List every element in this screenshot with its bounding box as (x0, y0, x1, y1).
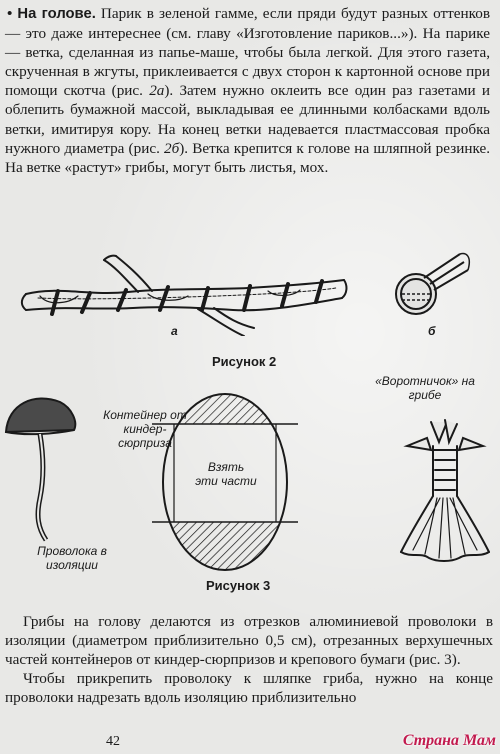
page-number: 42 (106, 734, 120, 749)
figure-3-caption: Рисунок 3 (206, 578, 271, 593)
paragraph-on-head (5, 4, 490, 177)
figure-ref-2a: 2а (149, 82, 165, 100)
bullet: • (7, 5, 13, 22)
container-label: Контейнер от киндер-сюрприза (103, 408, 187, 450)
watermark: Страна Мам (402, 732, 496, 749)
paragraph-lead: На голове. (17, 6, 96, 22)
figures-area (0, 230, 500, 610)
collar-label: «Воротничок» на грибе (375, 374, 475, 402)
take-parts-label: Взять эти части (195, 460, 257, 488)
paragraph-text-3: ). Ветка крепится к голове на шляпной резинке. На ветке «растут» грибы, могут быть листья, мох. (5, 139, 490, 176)
paragraph-attach: Чтобы прикрепить проволоку к шляпке гриба, нужно на конце проволоки надрезать вдоль изоляцию приблизительно (5, 670, 493, 707)
figure-2a-label: а (171, 324, 178, 338)
paragraph-text-1: Парик в зеленой гамме, если пряди будут разных оттенков — это даже интереснее (см. главу «Изготовление париков...»). На парике — ветка, сделанная из папье-маше, чтобы была легкой. Для этого газета, скрученная в жгуты, приклеивается с двух сторон к картонной основе при помощи скотча (рис. (5, 5, 490, 100)
figure-ref-2b: 2б (164, 139, 180, 157)
mushroom-illustration (0, 388, 80, 558)
paragraph-mushrooms: Грибы на голову делаются из отрезков алюминиевой проволоки в изоляции (диаметром приблизительно 0,5 см), отрезанных верхушечных частей контейнеров от киндер-сюрпризов и крепового бумаги (рис. 3). (5, 613, 493, 669)
collar-illustration (395, 416, 495, 566)
figure-2-caption: Рисунок 2 (212, 354, 277, 369)
cork-illustration (390, 238, 490, 318)
paragraph-text-2: ). Затем нужно оклеить все один раз газетами и облепить бумажной массой, выкладывая ее длинными колбасками вдоль ветки, имитируя кору. На конец ветки надевается пластмассовая пробка нужного диаметра (рис. (5, 82, 490, 157)
figure-2b-label: б (428, 324, 436, 338)
wire-label: Проволока в изоляции (37, 544, 107, 572)
branch-illustration (18, 246, 348, 336)
